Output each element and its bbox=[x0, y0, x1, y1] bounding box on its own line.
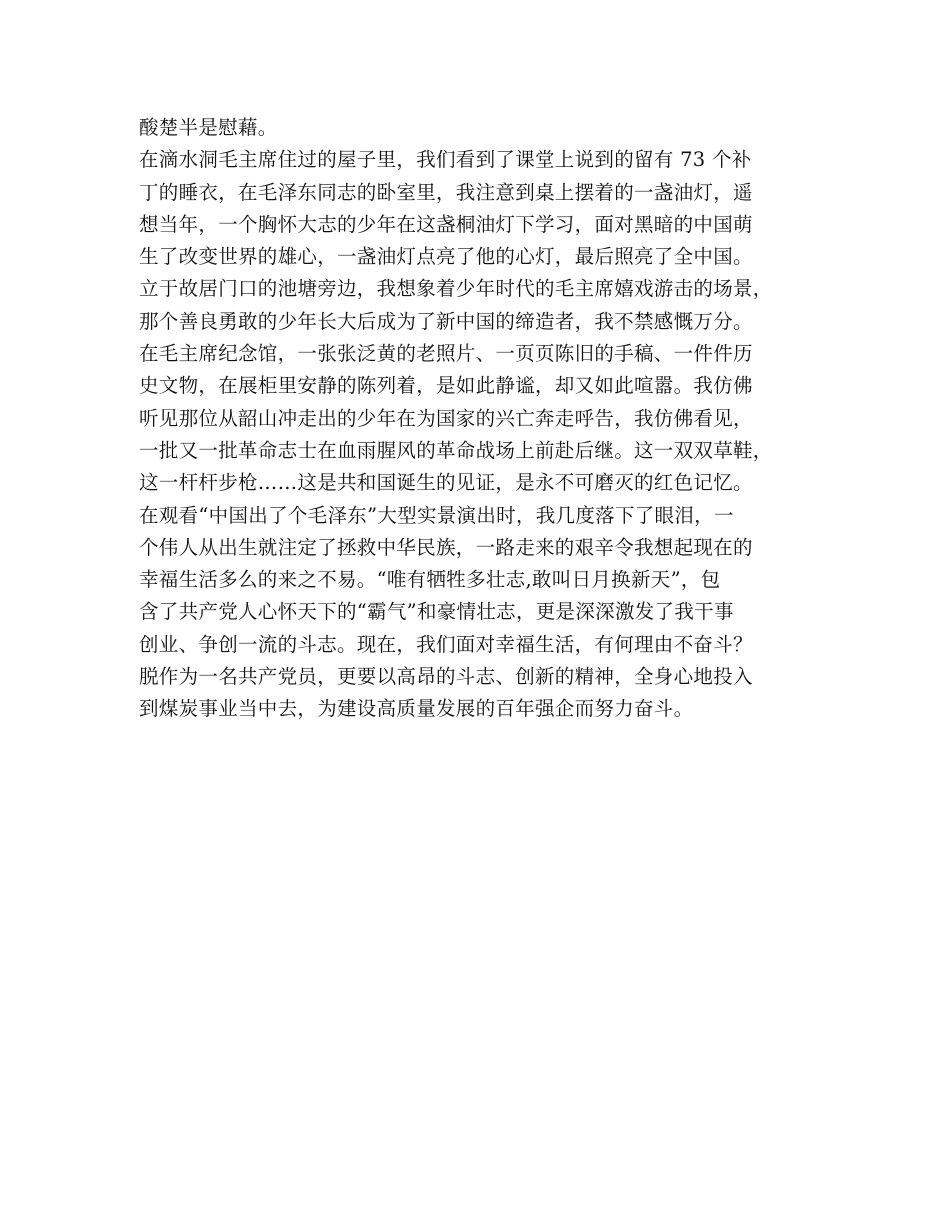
text-line: 在观看“中国出了个毛泽东”大型实景演出时，我几度落下了眼泪，一 bbox=[139, 503, 734, 527]
text-line: 立于故居门口的池塘旁边，我想象着少年时代的毛主席嬉戏游击的场景， bbox=[139, 277, 773, 301]
text-line: 史文物，在展柜里安静的陈列着，是如此静谧，却又如此喧嚣。我仿佛 bbox=[139, 374, 753, 398]
text-line: 到煤炭事业当中去，为建设高质量发展的百年强企而努力奋斗。 bbox=[139, 697, 694, 721]
text-line: 幸福生活多么的来之不易。“唯有牺牲多壮志,敢叫日月换新天”，包 bbox=[139, 568, 721, 592]
text-line: 在毛主席纪念馆，一张张泛黄的老照片、一页页陈旧的手稿、一件件历 bbox=[139, 342, 753, 366]
text-line: 酸楚半是慰藉。 bbox=[139, 116, 278, 139]
text-line: 含了共产党人心怀天下的“霸气”和豪情壮志，更是深深激发了我干事 bbox=[139, 600, 734, 624]
text-line: 脱作为一名共产党员，更要以高昂的斗志、创新的精神，全身心地投入 bbox=[139, 665, 753, 689]
text-line: 创业、争创一流的斗志。现在，我们面对幸福生活，有何理由不奋斗？ bbox=[139, 632, 753, 656]
text-line: 在滴水洞毛主席住过的屋子里，我们看到了课堂上说到的留有 73 个补 bbox=[139, 148, 752, 172]
text-line: 生了改变世界的雄心，一盏油灯点亮了他的心灯，最后照亮了全中国。 bbox=[139, 245, 753, 269]
text-line: 这一杆杆步枪……这是共和国诞生的见证，是永不可磨灭的红色记忆。 bbox=[139, 471, 753, 495]
text-line: 听见那位从韶山冲走出的少年在为国家的兴亡奔走呼告，我仿佛看见， bbox=[139, 406, 753, 430]
text-line: 个伟人从出生就注定了拯救中华民族，一路走来的艰辛令我想起现在的 bbox=[139, 535, 753, 559]
document-body bbox=[139, 112, 829, 726]
text-line: 丁的睡衣，在毛泽东同志的卧室里，我注意到桌上摆着的一盏油灯，遥 bbox=[139, 180, 753, 204]
text-line: 想当年，一个胸怀大志的少年在这盏桐油灯下学习，面对黑暗的中国萌 bbox=[139, 212, 753, 236]
text-line: 一批又一批革命志士在血雨腥风的革命战场上前赴后继。这一双双草鞋， bbox=[139, 438, 773, 462]
text-line: 那个善良勇敢的少年长大后成为了新中国的缔造者，我不禁感慨万分。 bbox=[139, 309, 753, 333]
